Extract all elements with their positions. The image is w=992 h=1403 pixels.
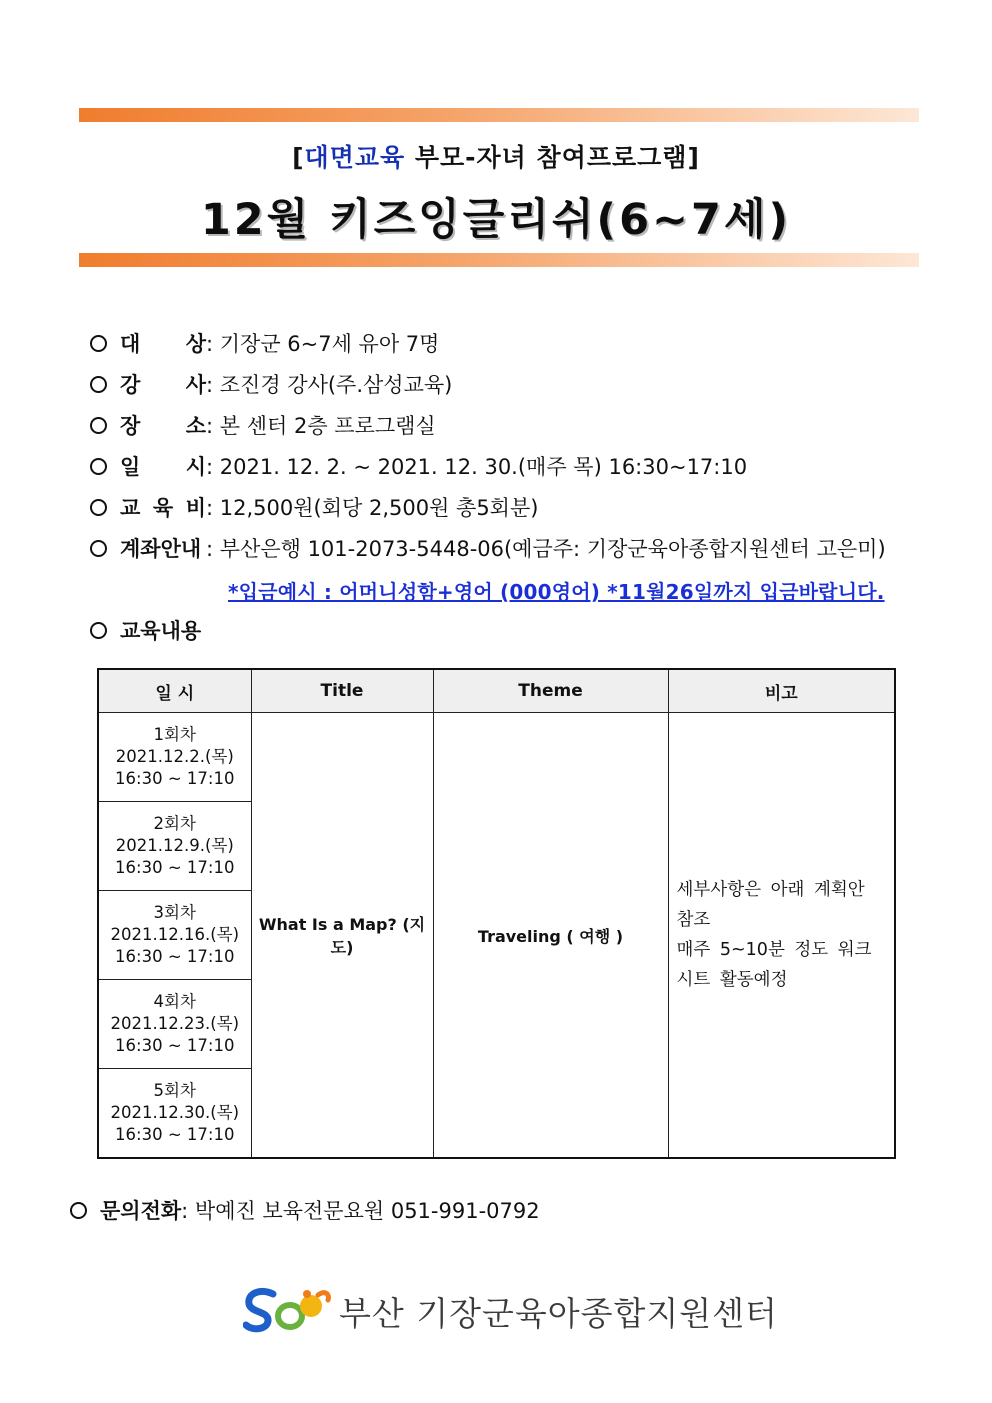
info-value: : 12,500원(회당 2,500원 총5회분) xyxy=(206,496,539,520)
header-title: Title xyxy=(251,669,433,713)
circle-bullet-icon xyxy=(90,499,107,516)
circle-bullet-icon xyxy=(90,622,107,639)
page-title: 12월 키즈잉글리쉬(6~7세) xyxy=(200,195,792,245)
subtitle-bracket: [ xyxy=(292,143,305,172)
session-time: 16:30 ~ 17:10 xyxy=(115,1125,235,1144)
center-logo-icon xyxy=(243,1285,331,1337)
info-value: : 조진경 강사(주.삼성교육) xyxy=(206,373,453,397)
table-row xyxy=(98,713,895,802)
session-date: 2021.12.30.(목) xyxy=(110,1103,240,1122)
session-cell xyxy=(98,980,251,1069)
circle-bullet-icon xyxy=(90,335,107,352)
header-datetime: 일 시 xyxy=(98,669,251,713)
info-label: 계좌안내 xyxy=(120,537,202,561)
remark-line: 매주 5~10분 정도 워크시트 활동예정 xyxy=(676,940,872,990)
info-row-instructor xyxy=(90,370,452,400)
info-row-schedule xyxy=(90,452,747,482)
info-row-account xyxy=(90,534,886,564)
info-row-target xyxy=(90,329,439,359)
subtitle-rest: 부모-자녀 참여프로그램] xyxy=(405,143,700,172)
content-label: 교육내용 xyxy=(120,619,202,643)
session-date: 2021.12.16.(목) xyxy=(110,925,240,944)
info-value: : 2021. 12. 2. ~ 2021. 12. 30.(매주 목) 16:30~17:10 xyxy=(206,455,748,479)
header-remark: 비고 xyxy=(668,669,895,713)
session-time: 16:30 ~ 17:10 xyxy=(115,1036,235,1055)
session-date: 2021.12.23.(목) xyxy=(110,1014,240,1033)
table-header-row xyxy=(98,669,895,713)
page-subtitle xyxy=(0,138,992,174)
deposit-note: *입금예시 : 어머니성함+영어 (000영어) *11월26일까지 입금바랍니다. xyxy=(228,580,885,604)
circle-bullet-icon xyxy=(90,376,107,393)
info-label: 대 상 xyxy=(120,332,206,356)
info-label: 일 시 xyxy=(120,455,206,479)
session-cell xyxy=(98,802,251,891)
session-cell xyxy=(98,713,251,802)
remark-cell xyxy=(668,713,895,1159)
top-orange-bar xyxy=(79,108,919,122)
info-label: 장 소 xyxy=(120,414,206,438)
lesson-theme: Traveling ( 여행 ) xyxy=(433,713,668,1159)
circle-bullet-icon xyxy=(90,540,107,557)
session-cell xyxy=(98,891,251,980)
session-time: 16:30 ~ 17:10 xyxy=(115,947,235,966)
session-number: 4회차 xyxy=(153,992,196,1011)
header-theme: Theme xyxy=(433,669,668,713)
circle-bullet-icon xyxy=(70,1202,87,1219)
session-number: 2회차 xyxy=(153,814,196,833)
lesson-title: What Is a Map? (지도) xyxy=(251,713,433,1159)
circle-bullet-icon xyxy=(90,458,107,475)
info-value: : 부산은행 101-2073-5448-06(예금주: 기장군육아종합지원센터 고은미) xyxy=(206,537,886,561)
info-row-fee xyxy=(90,493,538,523)
center-logo-text: 부산 기장군육아종합지원센터 xyxy=(339,1293,778,1333)
info-label: 교 육 비 xyxy=(120,496,206,520)
session-number: 5회차 xyxy=(153,1081,196,1100)
session-time: 16:30 ~ 17:10 xyxy=(115,769,235,788)
bottom-orange-bar xyxy=(79,253,919,267)
contact-value: : 박예진 보육전문요원 051-991-0792 xyxy=(181,1199,540,1223)
remark-line: 세부사항은 아래 계획안 참조 xyxy=(676,880,865,930)
schedule-table xyxy=(97,668,896,1159)
session-number: 1회차 xyxy=(153,725,196,744)
session-number: 3회차 xyxy=(153,903,196,922)
info-row-content xyxy=(90,616,201,646)
contact-row xyxy=(70,1196,540,1226)
circle-bullet-icon xyxy=(90,417,107,434)
info-value: : 기장군 6~7세 유아 7명 xyxy=(206,332,440,356)
center-logo xyxy=(243,1286,778,1336)
session-date: 2021.12.2.(목) xyxy=(115,747,234,766)
contact-label: 문의전화 xyxy=(100,1199,182,1223)
info-value: : 본 센터 2층 프로그램실 xyxy=(206,414,436,438)
session-cell xyxy=(98,1069,251,1159)
subtitle-highlight: 대면교육 xyxy=(304,143,406,172)
session-date: 2021.12.9.(목) xyxy=(115,836,234,855)
info-row-place xyxy=(90,411,436,441)
session-time: 16:30 ~ 17:10 xyxy=(115,858,235,877)
info-label: 강 사 xyxy=(120,373,206,397)
